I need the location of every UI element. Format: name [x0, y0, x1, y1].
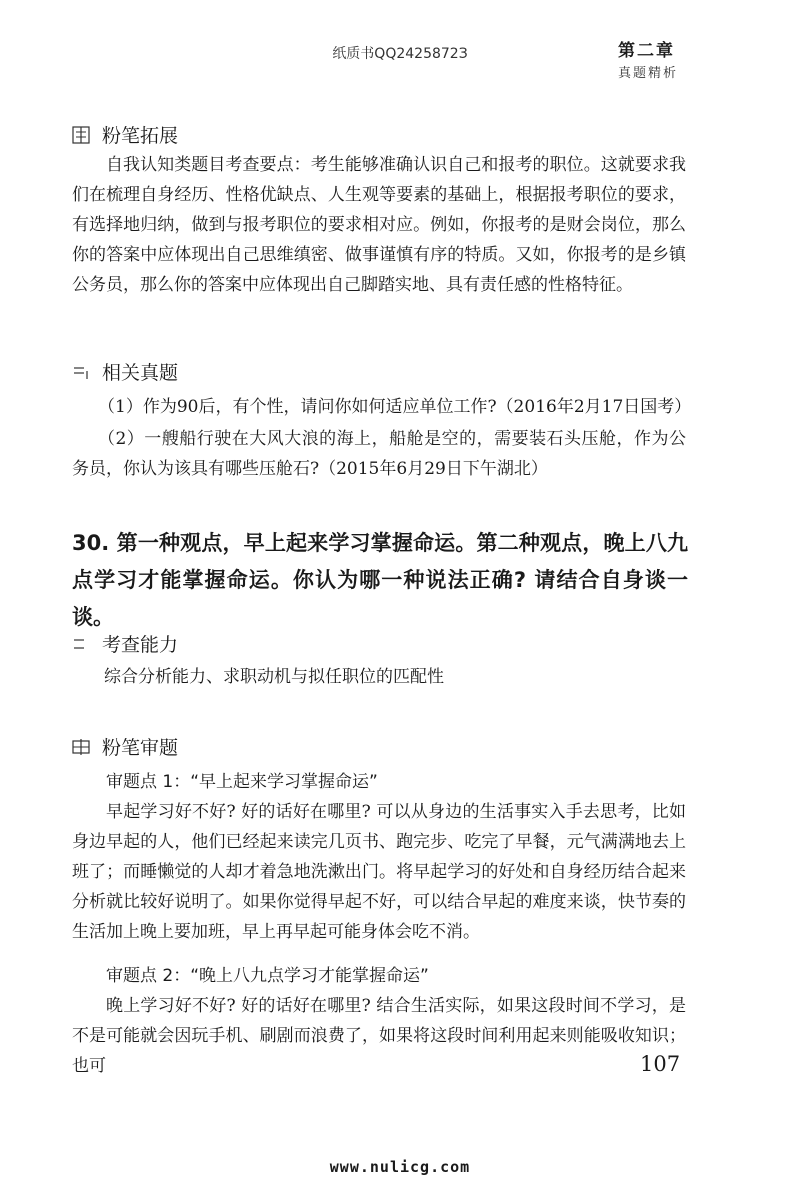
page-number: 107	[640, 1052, 681, 1076]
related-item-1: （1）作为90后，有个性，请问你如何适应单位工作?（2016年2月17日国考）	[98, 397, 692, 417]
review-point-1-text: 早起学习好不好? 好的话好在哪里? 可以从身边的生活事实入手去思考，比如身边早起的人，他们已经起来读完几页书、跑完步、吃完了早餐，元气满满地去上班了；而睡懒觉的人却才着急地洗漱出门。将早起学习的好处和自身经历结合起来分析就比较好说明了。如果你觉得早起不好，可以结合早起的难度来谈，快节奏的生活加上晚上要加班，早上再早起可能身体会吃不消。	[72, 802, 686, 942]
section-extension-heading	[72, 121, 178, 148]
review-point-2-text: 晚上学习好不好? 好的话好在哪里? 结合生活实际，如果这段时间不学习，是不是可能就会因玩手机、刷剧而浪费了，如果将这段时间利用起来则能吸收知识；也可	[72, 996, 686, 1076]
section-ability-title: 考查能力	[102, 634, 179, 656]
chapter-title: 第二章	[618, 41, 675, 61]
question-30: 30. 第一种观点，早上起来学习掌握命运。第二种观点，晚上八九点学习才能掌握命运。你认为哪一种说法正确? 请结合自身谈一谈。	[72, 531, 688, 629]
ability-icon	[72, 635, 90, 653]
related-questions-icon	[72, 363, 90, 381]
footer-url: www.nulicg.com	[329, 1158, 471, 1176]
section-related-heading	[72, 358, 178, 385]
section-related-title: 相关真题	[102, 362, 179, 384]
review-point-2-title: 审题点 2：“晚上八九点学习才能掌握命运”	[106, 966, 429, 986]
section-review-title: 粉笔审题	[102, 737, 179, 759]
section-extension-title: 粉笔拓展	[102, 125, 179, 147]
chapter-subtitle: 真题精析	[618, 66, 679, 81]
section-review-heading	[72, 733, 178, 760]
extension-paragraph: 自我认知类题目考查要点：考生能够准确认识自己和报考的职位。这就要求我们在梳理自身经历、性格优缺点、人生观等要素的基础上，根据报考职位的要求，有选择地归纳，做到与报考职位的要求相对应。例如，你报考的是财会岗位，那么你的答案中应体现出自己思维缜密、做事谨慎有序的特质。又如，你报考的是乡镇公务员，那么你的答案中应体现出自己脚踏实地、具有责任感的性格特征。	[72, 155, 686, 295]
related-item-2: （2）一艘船行驶在大风大浪的海上，船舱是空的，需要装石头压舱，作为公务员，你认为该具有哪些压舱石?（2015年6月29日下午湖北）	[72, 429, 686, 479]
review-point-1-title: 审题点 1：“早上起来学习掌握命运”	[106, 772, 378, 792]
chalk-review-icon	[72, 738, 90, 756]
chalk-extension-icon	[72, 126, 90, 144]
header-center-text: 纸质书QQ2425872З	[332, 46, 468, 62]
ability-text: 综合分析能力、求职动机与拟任职位的匹配性	[104, 667, 444, 687]
section-ability-heading	[72, 630, 178, 657]
